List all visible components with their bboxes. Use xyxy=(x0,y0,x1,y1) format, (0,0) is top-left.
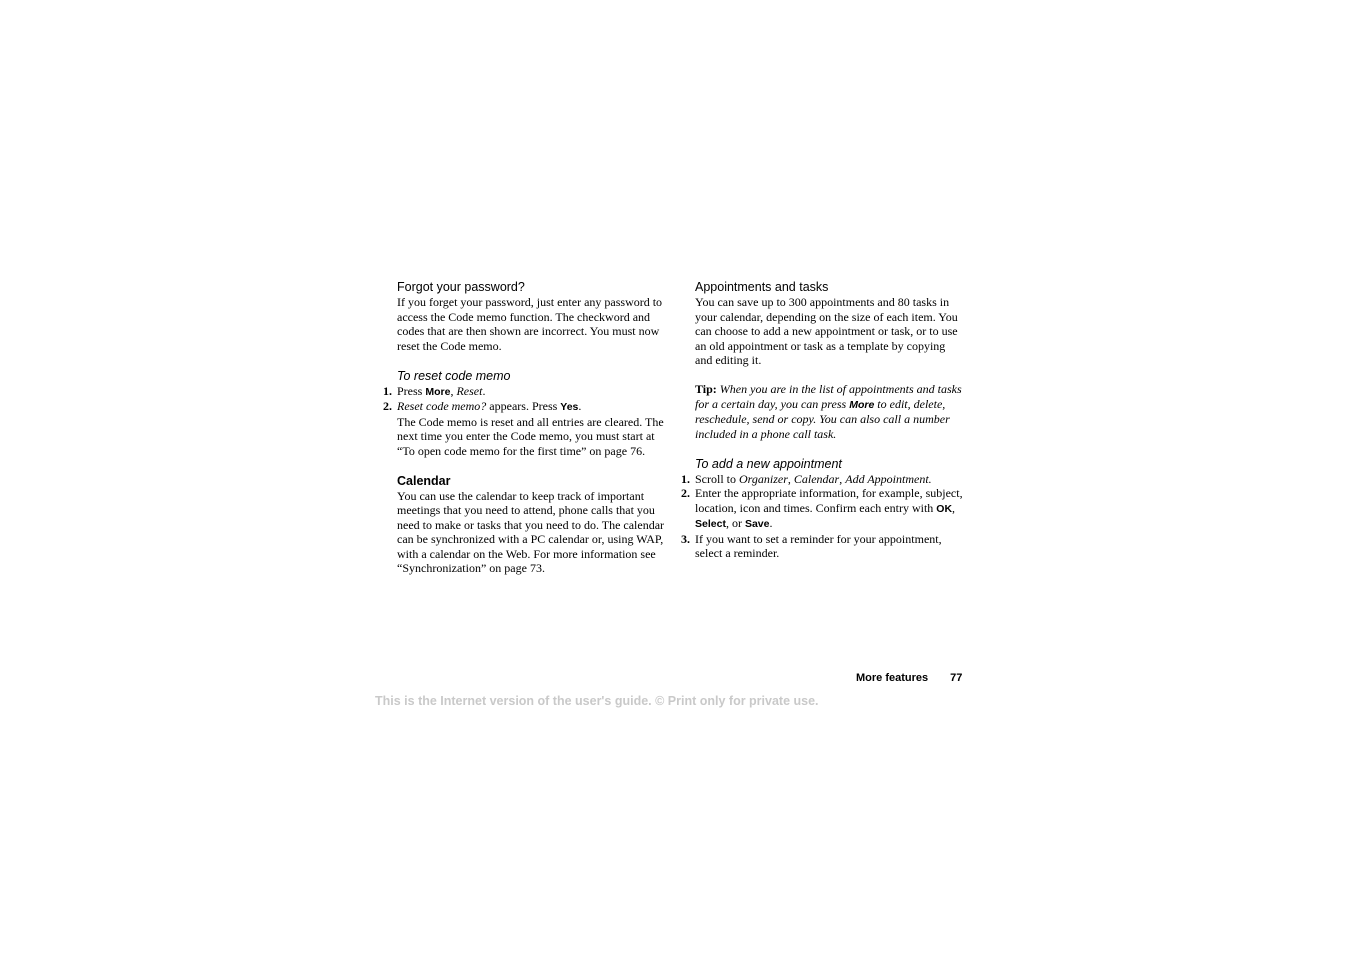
inline-text: . xyxy=(482,383,486,398)
tip-label: Tip: xyxy=(695,382,717,396)
step-item xyxy=(383,399,669,415)
softkey-label: Select xyxy=(695,518,726,530)
add-steps-list xyxy=(681,471,965,561)
tip-paragraph xyxy=(695,382,965,441)
softkey-label: More xyxy=(425,385,451,398)
step-number: 1. xyxy=(383,383,392,398)
left-column xyxy=(383,279,669,576)
step-number: 2. xyxy=(681,486,690,500)
softkey-label: OK xyxy=(936,502,953,515)
reset-code-memo-heading: To reset code memo xyxy=(397,368,511,383)
page-footer xyxy=(856,671,962,685)
right-column xyxy=(681,279,965,561)
menu-path-text: Organizer xyxy=(739,471,788,486)
inline-text: , xyxy=(450,383,457,398)
reset-steps-list xyxy=(383,383,669,415)
inline-text: , xyxy=(787,471,794,486)
menu-path-text: Add Appointment xyxy=(845,471,929,486)
calendar-heading: Calendar xyxy=(397,473,451,488)
menu-path-text: . xyxy=(928,471,932,486)
inline-text: appears. Press xyxy=(486,399,561,413)
calendar-text: You can use the calendar to keep track of important meetings that you need to attend, phone calls that you need to make or tasks that you need to do. The calendar can be synchronized with a PC calendar or, using WAP, with a calendar on the Web. For more information see “Synchronization” on page 73. xyxy=(397,488,665,575)
inline-text: Scroll to xyxy=(695,471,739,486)
add-appointment-heading: To add a new appointment xyxy=(695,456,842,471)
inline-text: . xyxy=(578,399,582,413)
footer-section-title: More features xyxy=(856,672,929,684)
menu-path-text: Reset code memo? xyxy=(397,399,487,413)
inline-text: If you want to set a reminder for your appointment, select a reminder. xyxy=(695,531,942,560)
step-item xyxy=(681,486,965,532)
step-item xyxy=(383,383,669,400)
step-number: 1. xyxy=(681,471,690,486)
softkey-label: Yes xyxy=(560,401,579,413)
inline-text: When you are in the list of appointments and tasks for a certain day, you can press xyxy=(695,382,962,411)
watermark-notice: This is the Internet version of the user's guide. © Print only for private use. xyxy=(375,694,819,708)
softkey-label: More xyxy=(849,398,875,411)
inline-text: Press xyxy=(397,383,426,398)
appointments-text: You can save up to 300 appointments and 80 tasks in your calendar, depending on the size of each item. You can choose to add a new appointment or task, or to use an old appointment or task as a template by copying and editing it. xyxy=(695,295,958,367)
inline-text: . xyxy=(769,516,773,530)
step-item xyxy=(681,531,965,561)
step-number: 3. xyxy=(681,531,690,546)
forgot-password-text: If you forget your password, just enter any password to access the Code memo function. The checkword and codes that are then shown are incorrect. You must now reset the Code memo. xyxy=(397,295,663,353)
appointments-heading: Appointments and tasks xyxy=(695,280,829,294)
menu-path-text: Calendar xyxy=(793,471,840,486)
inline-text: , xyxy=(839,471,846,486)
inline-text: , xyxy=(952,500,956,515)
step-number: 2. xyxy=(383,399,392,413)
menu-path-text: Reset xyxy=(456,383,483,398)
inline-text: , or xyxy=(725,516,745,530)
reset-followup-text: The Code memo is reset and all entries are cleared. The next time you enter the Code memo, you must start at “To open code memo for the first time” on page 76. xyxy=(397,414,664,458)
step-item xyxy=(681,471,965,487)
page-number: 77 xyxy=(950,672,963,684)
inline-text: Enter the appropriate information, for example, subject, location, icon and times. Confirm each entry with xyxy=(695,486,963,515)
softkey-label: Save xyxy=(744,518,770,530)
tip-body xyxy=(695,382,962,441)
inline-text: to edit, delete, reschedule, send or copy. You can also call a number included in a phone call task. xyxy=(695,396,950,441)
forgot-password-heading: Forgot your password? xyxy=(397,280,525,294)
